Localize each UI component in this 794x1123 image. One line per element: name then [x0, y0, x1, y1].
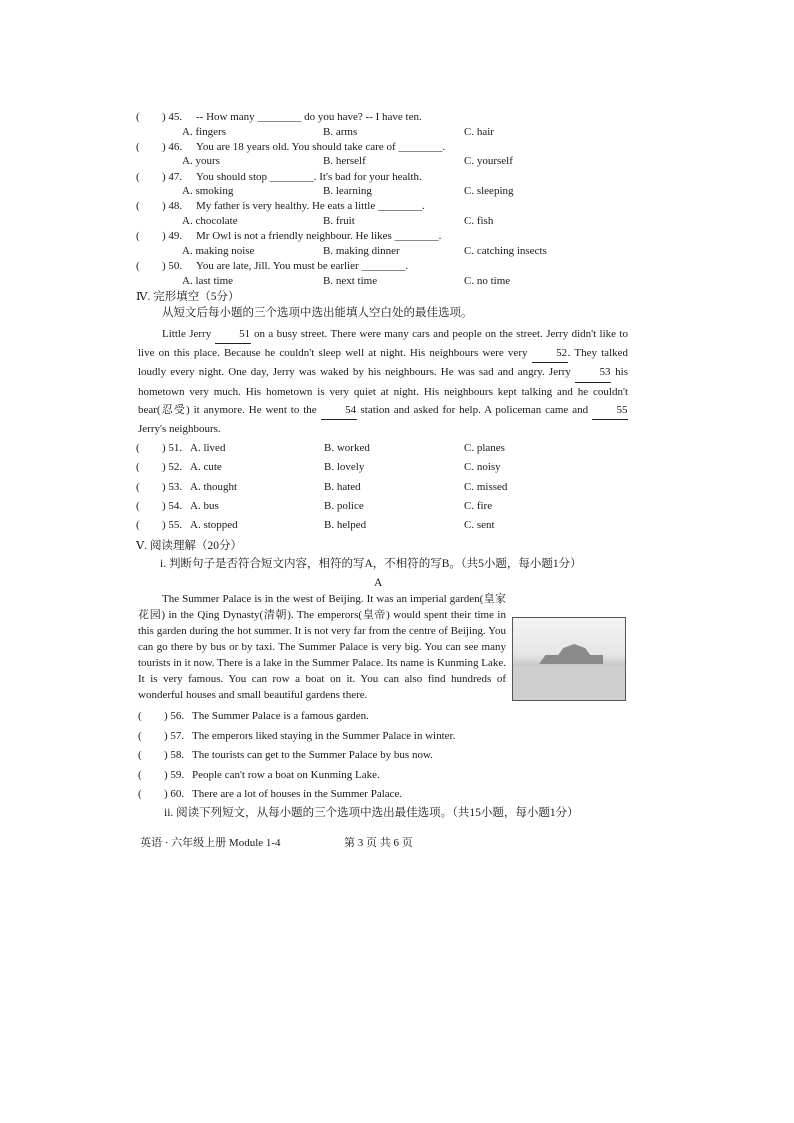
options-row [0, 244, 794, 258]
passage-a-text: The Summer Palace is in the west of Beijing. It was an imperial garden(皇家花园) in the Qing Dynasty(清朝). The emperors(皇帝) would spent their time in this garden during the hot summer. It is not very far from the centre of Beijing. You can go there by bus or by taxi. The Summer Palace is very big. You can see many tourists in it now. There is a lake in the Summer Palace. Its name is Kunming Lake. It is very famous. You can row a boat on it. You can also find hundreds of wonderful houses and small beautiful gardens there. [138, 593, 506, 701]
question-number: ) 47. [162, 170, 183, 183]
question-number: ) 56. [164, 710, 185, 722]
question-number: ) 50. [162, 260, 183, 272]
cloze-question-row [136, 460, 696, 474]
summer-palace-photo [512, 617, 626, 701]
question-number: ) 45. [162, 111, 183, 123]
passage-a-label: A [374, 577, 383, 589]
cloze-blank-51: 51 [215, 325, 251, 344]
option-a: A. thought [190, 480, 238, 493]
option-a: A. last time [182, 274, 234, 287]
option-c: C. planes [464, 442, 505, 454]
passage-a [138, 591, 626, 705]
cloze-blank-54: 54 [321, 401, 357, 420]
options-row [0, 184, 794, 198]
answer-paren: ( [138, 729, 142, 742]
option-b: B. hated [324, 480, 361, 493]
answer-paren: ( [136, 111, 140, 123]
question-number: ) 54. [162, 499, 183, 512]
option-c: C. catching insects [464, 244, 547, 257]
mc-question-row [136, 140, 696, 154]
option-b: B. herself [323, 155, 366, 168]
option-c: C. hair [464, 125, 494, 138]
answer-paren: ( [136, 461, 140, 474]
option-b: B. helped [324, 519, 367, 532]
options-row [0, 125, 794, 139]
option-a: A. bus [190, 499, 219, 512]
cloze-blank-52: 52 [532, 344, 568, 363]
answer-paren: ( [136, 140, 140, 153]
cloze-question-row [136, 499, 696, 513]
question-number: ) 55. [162, 519, 183, 532]
option-b: B. fruit [323, 214, 355, 227]
answer-paren: ( [136, 200, 140, 213]
mc-question-row [136, 259, 696, 273]
answer-paren: ( [138, 768, 142, 781]
question-stem: People can't row a boat on Kunming Lake. [192, 768, 380, 781]
question-stem: -- How many ________ do you have? -- I have ten. [196, 111, 422, 123]
answer-paren: ( [136, 519, 140, 532]
question-number: ) 58. [164, 749, 185, 761]
option-a: A. yours [182, 155, 220, 168]
mc-question-row [136, 170, 696, 184]
option-c: C. sleeping [464, 185, 514, 198]
question-number: ) 57. [164, 729, 185, 742]
cloze-text-1: Little Jerry [162, 328, 212, 340]
options-row [0, 274, 794, 288]
answer-paren: ( [136, 499, 140, 512]
options-row [0, 214, 794, 228]
answer-paren: ( [136, 230, 140, 243]
option-b: B. arms [323, 125, 358, 138]
option-a: A. chocolate [182, 214, 238, 227]
option-c: C. fish [464, 214, 494, 227]
option-c: C. yourself [464, 155, 513, 168]
option-b: B. learning [323, 185, 372, 198]
option-b: B. worked [324, 442, 370, 454]
question-number: ) 60. [164, 788, 185, 800]
cloze-question-row [136, 518, 696, 532]
answer-paren: ( [136, 442, 140, 454]
question-stem: The Summer Palace is a famous garden. [192, 710, 369, 722]
option-c: C. sent [464, 519, 495, 532]
tf-question-row [138, 787, 698, 801]
option-a: A. lived [190, 442, 226, 454]
answer-paren: ( [138, 788, 142, 800]
tf-question-row [138, 748, 698, 762]
photo-building [539, 644, 603, 664]
cloze-question-row [136, 480, 696, 494]
cloze-text-5: station and asked for help. A policeman came and [360, 403, 589, 416]
option-b: B. next time [323, 274, 378, 287]
question-number: ) 59. [164, 768, 185, 781]
cloze-passage [138, 325, 628, 438]
question-number: ) 46. [162, 140, 183, 153]
option-a: A. stopped [190, 519, 238, 532]
option-c: C. noisy [464, 461, 501, 474]
question-number: ) 51. [162, 442, 183, 454]
question-stem: The tourists can get to the Summer Palace by bus now. [192, 749, 433, 761]
question-stem: You are late, Jill. You must be earlier ________. [196, 260, 409, 272]
option-c: C. no time [464, 274, 511, 287]
answer-paren: ( [138, 710, 142, 722]
option-a: A. smoking [182, 185, 234, 198]
question-stem: There are a lot of houses in the Summer Palace. [192, 788, 403, 800]
option-a: A. cute [190, 461, 222, 474]
tf-question-row [138, 768, 698, 782]
tf-question-row [138, 729, 698, 743]
question-stem: You are 18 years old. You should take care of ________. [196, 140, 446, 153]
option-c: C. fire [464, 499, 493, 512]
question-number: ) 48. [162, 200, 183, 213]
answer-paren: ( [136, 260, 140, 272]
section-5-title: Ⅴ. 阅读理解（20分） [136, 540, 243, 552]
mc-question-row [136, 229, 696, 243]
option-c: C. missed [464, 480, 508, 493]
footer-subject: 英语 · 六年级上册 Module 1-4 [140, 837, 281, 849]
cloze-blank-53: 53 [575, 363, 611, 382]
section-5-sub-ii: ii. 阅读下列短文，从每小题的三个选项中选出最佳选项。（共15小题，每小题1分） [164, 807, 579, 819]
footer-page-number: 第 3 页 共 6 页 [344, 837, 413, 849]
question-stem: You should stop ________. It's bad for your health. [196, 170, 422, 183]
cloze-question-row [136, 441, 696, 455]
question-number: ) 52. [162, 461, 183, 474]
cloze-text-2: on a busy street. There were many cars and people on the street. Jerry didn't like to live on this place. Because he couldn't sleep well at night. His neighbours were very [138, 328, 628, 360]
answer-paren: ( [138, 749, 142, 761]
question-number: ) 49. [162, 230, 183, 243]
option-b: B. police [324, 499, 364, 512]
options-row [0, 154, 794, 168]
option-b: B. lovely [324, 461, 365, 474]
question-stem: My father is very healthy. He eats a little ________. [196, 200, 425, 213]
option-a: A. fingers [182, 125, 226, 138]
cloze-blank-55: 55 [592, 401, 628, 420]
question-stem: Mr Owl is not a friendly neighbour. He likes ________. [196, 230, 442, 243]
cloze-text-4: his hometown very much. His hometown is very quiet at night. His neighbours kept talking and he couldn't bear(忍受) it anymore. He went to the [138, 366, 628, 416]
section-4-instruction: 从短文后每小题的三个选项中选出能填人空白处的最佳选项。 [162, 307, 473, 319]
option-b: B. making dinner [323, 244, 400, 257]
question-number: ) 53. [162, 480, 183, 493]
section-4-title: Ⅳ. 完形填空（5分） [136, 291, 240, 303]
answer-paren: ( [136, 480, 140, 493]
section-5-sub-i: i. 判断句子是否符合短文内容，相符的写A，不相符的写B。（共5小题，每小题1分） [160, 558, 582, 570]
answer-paren: ( [136, 170, 140, 183]
cloze-text-3: . They talked loudly every night. One day, Jerry was waked by his neighbours. He was sad and angry. Jerry [138, 347, 629, 379]
mc-question-row [136, 110, 696, 124]
question-stem: The emperors liked staying in the Summer Palace in winter. [192, 729, 456, 742]
photo-water [513, 666, 625, 700]
cloze-text-6: Jerry's neighbours. [138, 423, 221, 436]
tf-question-row [138, 709, 698, 723]
mc-question-row [136, 199, 696, 213]
option-a: A. making noise [182, 244, 255, 257]
